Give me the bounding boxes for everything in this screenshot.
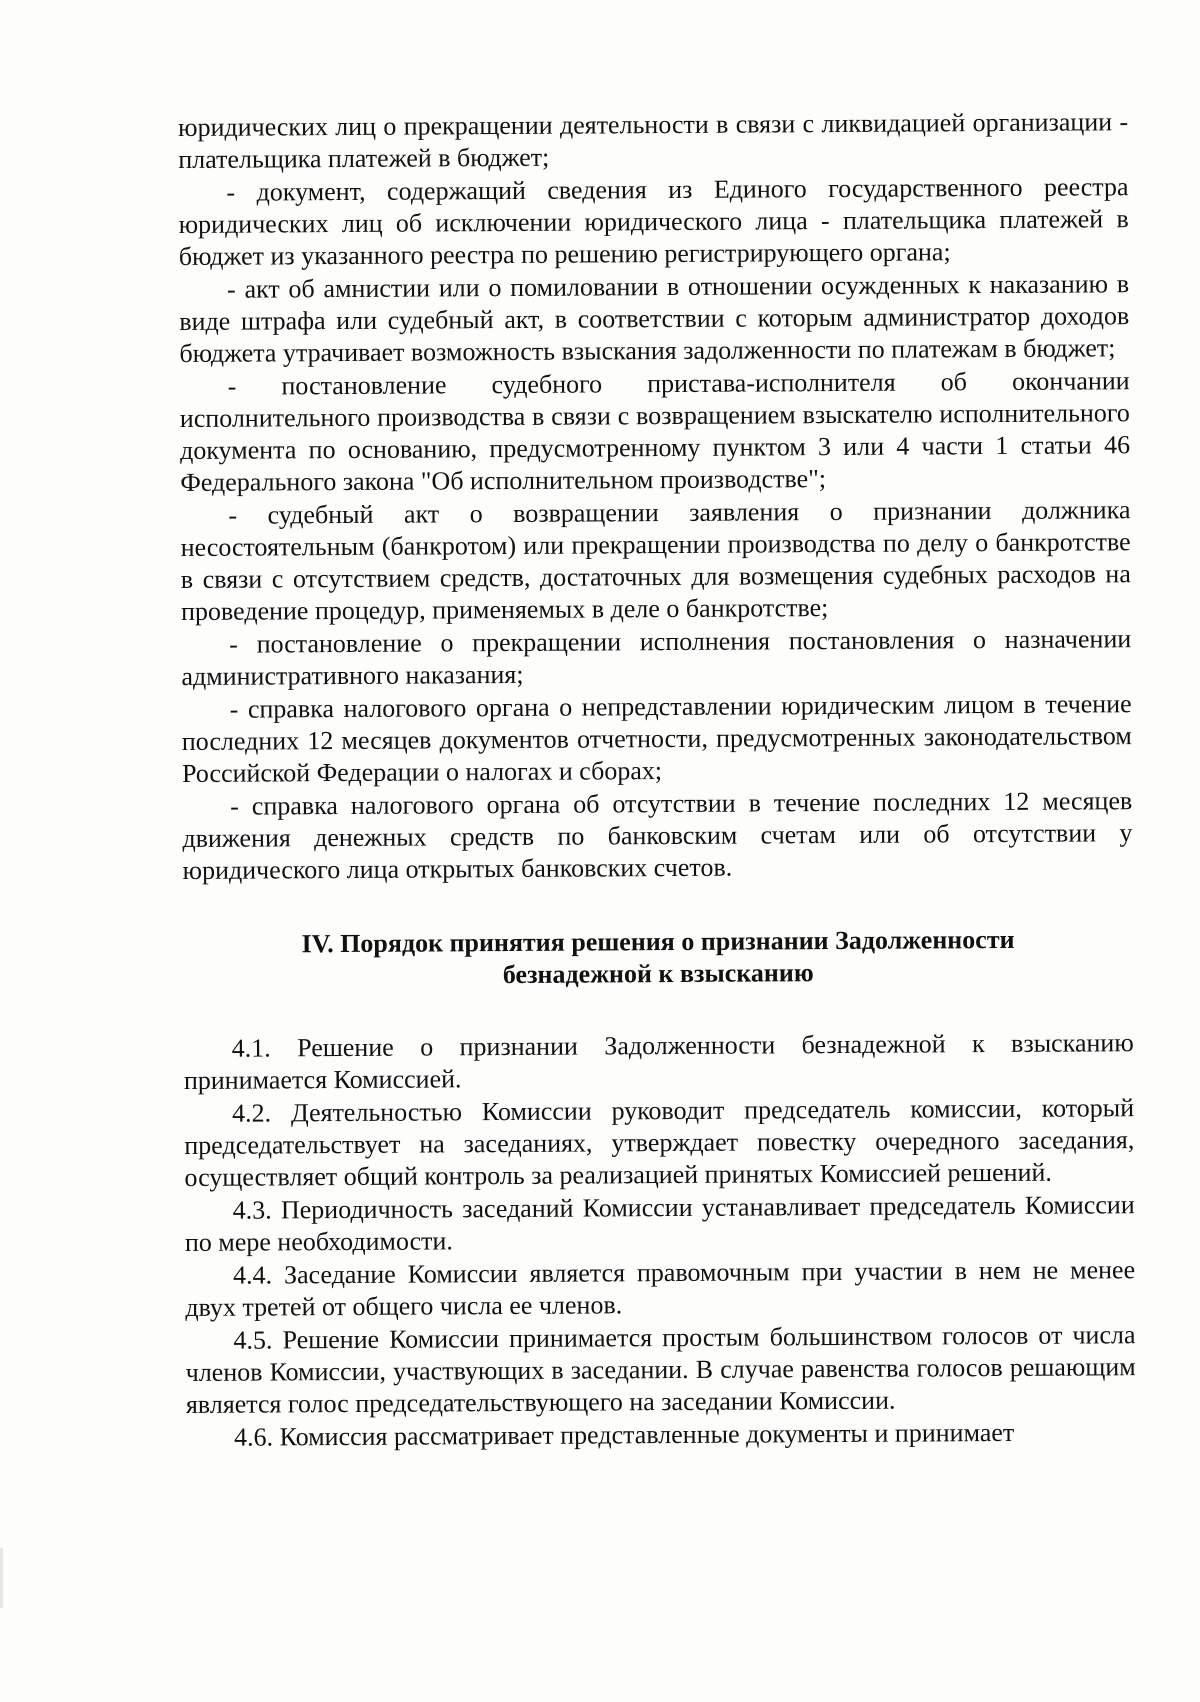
clause-4-4: 4.4. Заседание Комиссии является правомочным при участии в нем не менее двух третей от общего числа ее членов. xyxy=(185,1255,1136,1322)
section-heading-line1: IV. Порядок принятия решения о признании Задолженности xyxy=(301,924,1015,959)
section-heading-line2: безнадежной к взысканию xyxy=(502,958,814,990)
clause-4-3: 4.3. Периодичность заседаний Комиссии устанавливает председатель Комиссии по мере необходимости. xyxy=(184,1190,1135,1257)
clause-4-5: 4.5. Решение Комиссии принимается простым большинством голосов от числа членов Комиссии, участвующих в заседании. В случае равенства голосов решающим является голос председательствующего на заседании Комиссии. xyxy=(185,1320,1136,1419)
paragraph-termination-resolution: - постановление о прекращении исполнения постановления о назначении административного наказания; xyxy=(181,624,1132,691)
paragraph-continuation: юридических лиц о прекращении деятельности в связи с ликвидацией организации - плательщика платежей в бюджет; xyxy=(178,107,1129,174)
section-heading xyxy=(183,923,1133,993)
clause-4-2: 4.2. Деятельностью Комиссии руководит председатель комиссии, который председательствует на заседаниях, утверждает повестку очередного заседания, осуществляет общий контроль за реализацией принятых Комиссией решений. xyxy=(184,1093,1135,1192)
paragraph-tax-reporting-certificate: - справка налогового органа о непредставлении юридическим лицом в течение последних 12 месяцев документов отчетности, предусмотренных законодательством Российской Федерации о налогах и сборах; xyxy=(181,689,1132,788)
clause-4-1: 4.1. Решение о признании Задолженности безнадежной к взысканию принимается Комиссией. xyxy=(183,1028,1134,1095)
paragraph-bank-accounts-certificate: - справка налогового органа об отсутствии в течение последних 12 месяцев движения денежных средств по банковским счетам или об отсутствии у юридического лица открытых банковских счетов. xyxy=(182,786,1133,885)
scan-edge-mark xyxy=(0,1548,3,1608)
paragraph-egrul-exclusion: - документ, содержащий сведения из Единого государственного реестра юридических лиц об исключении юридического лица - плательщика платежей в бюджет из указанного реестра по решению регистрирующего органа; xyxy=(178,172,1129,271)
paragraph-amnesty-act: - акт об амнистии или о помиловании в отношении осужденных к наказанию в виде штрафа или судебный акт, в соответствии с которым администратор доходов бюджета утрачивает возможность взыскания задолженности по платежам в бюджет; xyxy=(179,269,1130,368)
paragraph-bankruptcy-act: - судебный акт о возвращении заявления о признании должника несостоятельным (банкротом) или прекращении производства по делу о банкротстве в связи с отсутствием средств, достаточных для возмещения судебных расходов на проведение процедур, применяемых в деле о банкротстве; xyxy=(180,495,1131,626)
clause-4-6: 4.6. Комиссия рассматривает представленные документы и принимает xyxy=(234,1417,1015,1452)
paragraph-bailiff-resolution: - постановление судебного пристава-исполнителя об окончании исполнительного производства в связи с возвращением взыскателю исполнительного документа по основанию, предусмотренному пунктом 3 или 4 части 1 статьи 46 Федерального закона "Об исполнительном производстве"; xyxy=(179,366,1131,497)
document-body xyxy=(178,106,1136,1455)
